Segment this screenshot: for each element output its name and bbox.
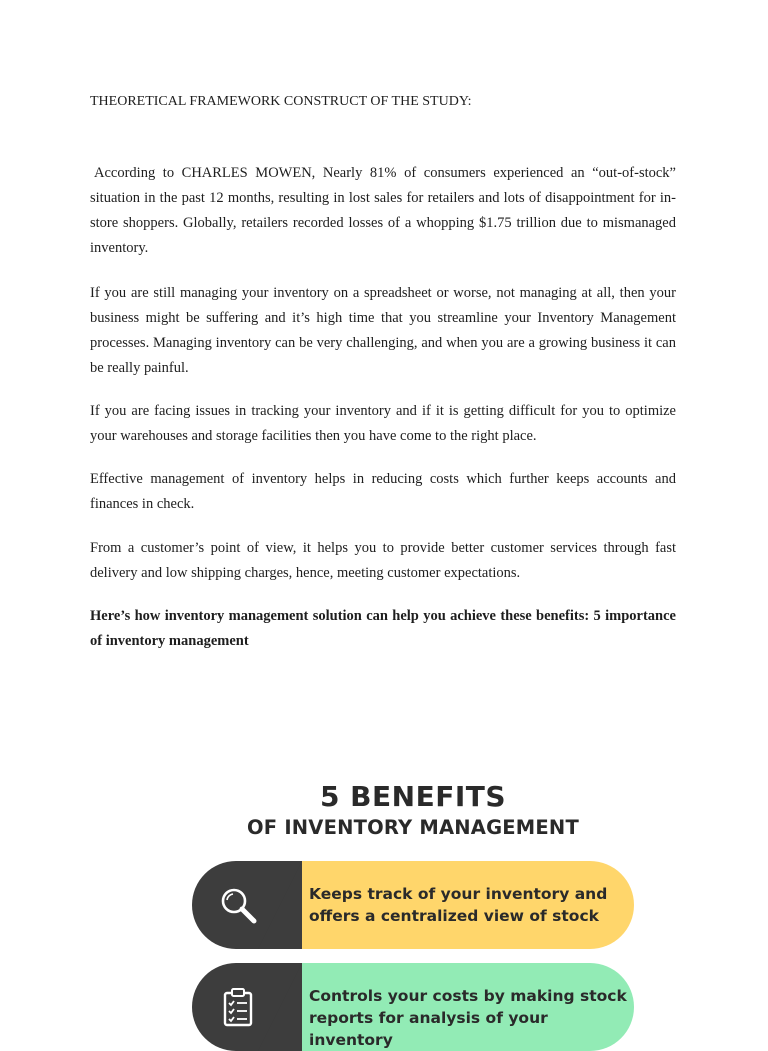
benefits-infographic	[190, 772, 636, 1049]
paragraph-5: From a customer’s point of view, it helps you to provide better customer services through fast delivery and low shipping charges, hence, meeting customer expectations.	[90, 540, 676, 581]
benefit-text: Controls your costs by making stock reports for analysis of your inventory	[309, 987, 627, 1049]
paragraph-2: If you are still managing your inventory on a spreadsheet or worse, not managing at all, then your business might be suffering and it’s high time that you streamline your Inventory Management processes. Managing inventory can be very challenging, and when you are a growing business it can be really painful.	[90, 285, 676, 376]
benefit-wedge	[258, 963, 302, 1051]
benefit-item-1	[192, 861, 636, 949]
benefit-item-2	[192, 963, 636, 1051]
document-heading: THEORETICAL FRAMEWORK CONSTRUCT OF THE STUDY:	[90, 94, 472, 109]
clipboard-checklist-icon	[216, 985, 260, 1029]
paragraph-3: If you are facing issues in tracking your inventory and if it is getting difficult for you to optimize your warehouses and storage facilities then you have come to the right place.	[90, 403, 676, 444]
infographic-subtitle: OF INVENTORY MANAGEMENT	[247, 816, 579, 839]
paragraph-1: According to CHARLES MOWEN, Nearly 81% of consumers experienced an “out-of-stock” situation in the past 12 months, resulting in lost sales for retailers and lots of disappointment for in-store shoppers. Globally, retailers recorded losses of a whopping $1.75 trillion due to mismanaged inventory.	[90, 165, 676, 256]
infographic-title: 5 BENEFITS	[319, 780, 507, 813]
magnifier-icon	[216, 883, 260, 927]
bold-intro-paragraph: Here’s how inventory management solution can help you achieve these benefits: 5 importance of inventory management	[90, 608, 676, 649]
benefit-text: Keeps track of your inventory and offers a centralized view of stock	[309, 885, 608, 925]
paragraph-4: Effective management of inventory helps in reducing costs which further keeps accounts and finances in check.	[90, 471, 676, 512]
benefit-wedge	[258, 861, 302, 949]
